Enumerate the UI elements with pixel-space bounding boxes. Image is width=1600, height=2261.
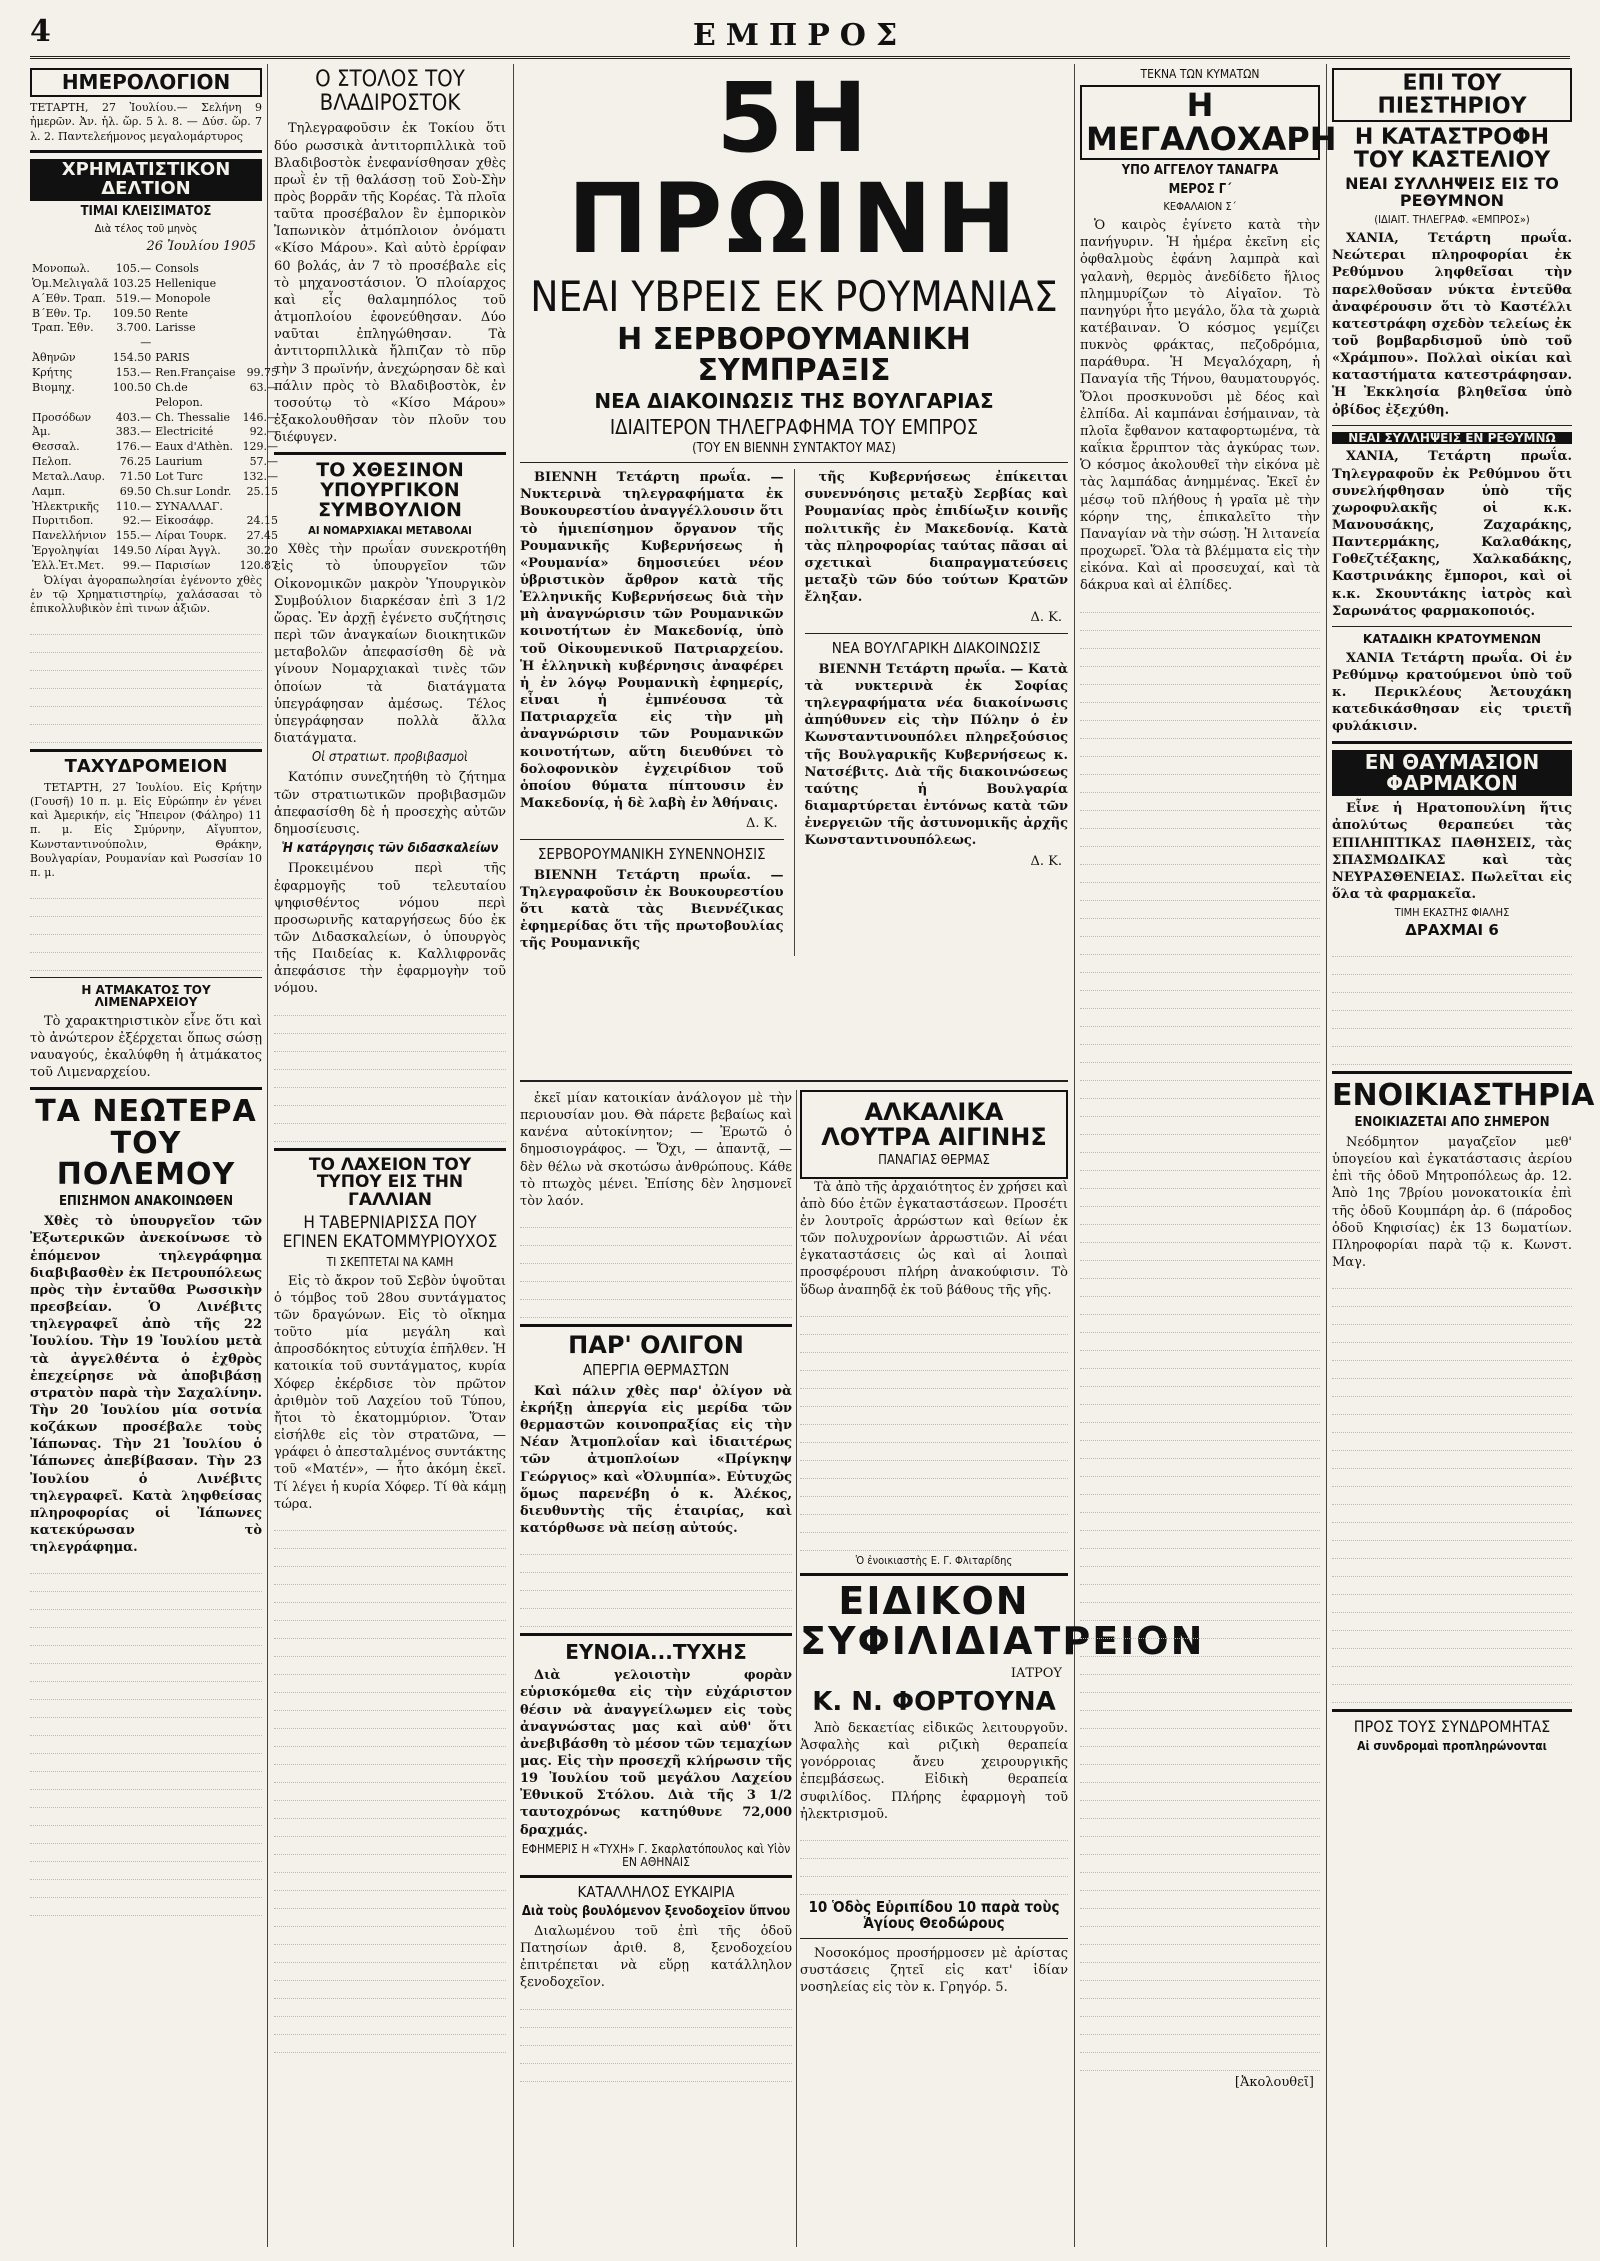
- market-cell: Ch.sur Londr.: [155, 484, 232, 498]
- market-row: [30, 455, 280, 470]
- drug-price: ΔΡΑΧΜΑΙ 6: [1405, 921, 1499, 940]
- novel-chapter: ΚΕΦΑΛΑΙΟΝ Σ΄: [1163, 199, 1237, 213]
- fleet-title: Ο ΣΤΟΛΟΣ ΤΟΥ ΒΛΑΔΙΡΟΣΤΟΚ: [315, 67, 465, 117]
- market-cell: 155.—: [115, 529, 152, 543]
- market-row: [30, 381, 280, 411]
- market-table: [30, 262, 280, 574]
- market-row: [30, 485, 280, 500]
- opportunity-text: Διαλωμένου τοῦ ἐπὶ τῆς ὁδοῦ Πατησίων ἀριθ. 8, ξενοδοχείου ἐπιτρέπεται νὰ εὕρῃ κατάλληλον ξενοδοχεῖον.: [520, 1923, 792, 1991]
- rentals-subtitle: ΕΝΟΙΚΙΑΖΕΤΑΙ ΑΠΟ ΣΗΜΕΡΟΝ: [1354, 1114, 1550, 1130]
- drug-title: ΕΝ ΘΑΥΜΑΣΙΟΝ ΦΑΡΜΑΚΟΝ: [1332, 750, 1572, 796]
- page-number: 4: [30, 14, 51, 49]
- market-cell: Hellenique: [155, 276, 217, 290]
- lead-text-left: ΒΙΕΝΝΗ Τετάρτη πρωΐα. — Νυκτερινὰ τηλεγραφήματα ἐκ Βουκουρεστίου ἀναγγέλλουσιν ὅτι τὸ ἡμιεπίσημον ὄργανον τῆς Ρουμανικῆς Κυβερνήσεως ἡ «Ρουμανία» δημοσιεύει νέον ὑβριστικὸν ἄρθρον κατὰ τῆς Ἑλληνικῆς Κυβερνήσεως διὰ τὴν μὴ ἀναγνώρισιν τῶν Ρουμανικῶν κοινοτήτων ἐν Μακεδονίᾳ, ὑπὸ τοῦ Οἰκουμενικοῦ Πατριαρχείου. Ἡ ἑλληνικὴ κυβέρνησις ἀναφέρει ἡ ἐν λόγῳ Ρουμανικὴ ἐφημερίς, εἶναι ἡ ἐμπνέουσα τὰ Πατριαρχεῖα εἰς τὴν μὴ ἀναγνώρισιν τῶν Ρουμανικῶν κοινοτήτων, αὕτη διευθύνει τὸ δολοφονικὸν ἐγχειρίδιον τοῦ ὁποίου θύματα πίπτουσιν ἐν Μακεδονίᾳ, ἡ δὲ λαβὴ ἐν Ἀθήναις.: [520, 470, 784, 812]
- market-row: [30, 514, 280, 529]
- clinic-subtitle: ΙΑΤΡΟΥ: [1010, 1665, 1062, 1681]
- market-date: 26 Ἰουλίου 1905: [146, 239, 256, 255]
- market-cell: Eaux d'Athèn.: [155, 440, 234, 454]
- market-cell: Ἀμ.: [32, 425, 51, 439]
- column-1: [30, 64, 279, 2247]
- market-row: [30, 544, 280, 559]
- market-cell: 30.20: [246, 544, 279, 558]
- market-cell: 132.—: [242, 469, 279, 483]
- officers-subtitle: Οἱ στρατιωτ. προβιβασμοὶ: [312, 750, 468, 766]
- court-text: ΧΑΝΙΑ, Τετάρτη πρωΐα. Νεώτεραι πληροφορίαι ἐκ Ρεθύμνου ληφθεῖσαι τὴν παρελθοῦσαν νύκτα ἐντεῦθα ἀναφέρουσιν ὅτι τὸ Καστέλλι κατεστράφη σχεδὸν τελείως ἐκ τοῦ βομβαρδισμοῦ ὑπὸ τοῦ «Χράμπου». Πολλαὶ οἰκίαι καὶ καταστήματα κατεστράφησαν. Ἡ Ἐκκλησία βληθεῖσα ὑπὸ ὀβίδος ἐξεχύθη.: [1332, 231, 1572, 418]
- court-headline: Η ΚΑΤΑΣΤΡΟΦΗ ΤΟΥ ΚΑΣΤΕΛΙΟΥ: [1353, 125, 1551, 174]
- market-cell: Λίραι Ἀγγλ.: [155, 544, 221, 558]
- market-cell: 110.—: [115, 499, 152, 513]
- market-cell: 25.15: [246, 484, 279, 498]
- lottery-text: Εἰς τὸ ἄκρον τοῦ Σεβὸν ὑψοῦται ὁ τόμβος τοῦ 28ου συντάγματος τῶν δραγώνων. Εἰς τὸ οἴκημα τοῦτο μία μεγάλη καὶ ἀπροσδόκητος εὐτυχία ἐπῆλθεν. Ἡ κατοικία τοῦ συντάγματος, κυρία Χόφερ ἐκέρδισε τὸν πρῶτον ἀριθμὸν τοῦ Λαχείου τοῦ Τύπου, ἤτοι τὸ ἑκατομμύριον. Ὅταν εἰσήλθε εἰς τὸν στρατῶνα, — γράφει ὁ ἀπεσταλμένος συντάκτης τοῦ «Ματέν», — ἦτο ἀκόμη ἐκεῖ. Τί λέγει ἡ κυρία Χόφερ. Τί θὰ κάμῃ τώρα.: [274, 1273, 506, 1512]
- novel-text: Ὁ καιρὸς ἐγίνετο κατὰ τὴν πανήγυριν. Ἡ ἡμέρα ἐκεῖνη εἰς ὀφθαλμοὺς ἐφάνη λαμπρὰ καὶ γαλανὴ, θερμὸς ἀνεδίδετο ἥλιος πλημμυρίζων τὸ Αἰγαῖον. Τὸ πανηγύρι ἦτο μεγάλο, ὅλα τὰ χωριὰ κατέβαιναν. Ὁ κόσμος γεμίζει πυκνὸς φράκτας, πεζοδρόμια, παράθυρα. Ἡ Μεγαλόχαρη, ἡ Παναγία τῆς Τήνου, θαυματουργός. Ὅλοι προσκυνοῦσι μὲ δέος καὶ ἐλπίδα. Αἱ καμπάναι ἐσήμαιναν, τὰ πλοῖα ἔφθανον καταφορτωμένα, τὰ καΐκια ἔρριπτον τὰς ἀγκύρας των. Ὁ κόσμος ἀκολουθεῖ τὴν εἰκόνα μὲ τὰς λαμπάδας ἀνημμένας. Ἐκεῖ ἐν μέσῳ τοῦ πλήθους ἡ γραῖα μὲ τὴν κόρην της, ἐπικαλεῖτο τὴν Παναγίαν νὰ τὴν σώσῃ. Ἡ λιτανεία προχωρεῖ. Ὅλα τὰ βλέμματα εἰς τὴν εἰκόνα. Καὶ αἱ προσευχαί, καὶ τὰ δάκρυα καὶ αἱ ἐλπίδες.: [1080, 218, 1320, 594]
- opportunity-filler: [520, 1996, 792, 2082]
- market-cell: Lot Turc: [155, 469, 203, 483]
- nurse-text: Νοσοκόμος προσήρμοσεν μὲ ἀρίστας συστάσεις ζητεῖ εἰς κατ' ἰδίαν νοσηλείας εἰς τὸν κ. Γρηγόρ. 5.: [800, 1945, 1068, 1996]
- post-text: ΤΕΤΑΡΤΗ, 27 Ἰουλίου. Εἰς Κρήτην (Γουσῆ) 10 π. μ. Εἰς Εὐρώπην ἐν γένει καὶ Ἀμερικήν, εἰς Ἤπειρον (Φάληρο) 11 π. μ. Εἰς Σμύρνην, Αἴγυπτον, Κωνσταντινούπολιν, Θράκην, Βουλγαρίαν, Ρουμανίαν καὶ Ρωσσίαν 10 π. μ.: [30, 780, 262, 880]
- market-cell: Ren.Française: [155, 365, 236, 379]
- market-cell: Τραπ. Ἐθν.: [32, 321, 94, 335]
- lead-subheadline: Η ΣΕΡΒΟΡΟΥΜΑΝΙΚΗ ΣΥΜΠΡΑΞΙΣ: [617, 321, 971, 389]
- market-cell: 100.50: [112, 380, 152, 394]
- teachers-subtitle: Ἡ κατάργησις τῶν διδασκαλείων: [281, 841, 499, 857]
- market-cell: 519.—: [115, 291, 152, 305]
- novel-continued: [Ἀκολουθεῖ]: [1234, 2074, 1314, 2090]
- market-cell: 63.—: [249, 380, 279, 394]
- market-cell: Πελοπ.: [32, 455, 72, 469]
- market-cell: 103.25: [112, 276, 152, 290]
- market-row: [30, 411, 280, 426]
- market-row: [30, 292, 280, 307]
- court-telegram: (ΙΔΙΑΙΤ. ΤΗΛΕΓΡΑΦ. «ΕΜΠΡΟΣ»): [1374, 212, 1530, 226]
- lottery-title: ΤΟ ΛΑΧΕΙΟΝ ΤΟΥ ΤΥΠΟΥ ΕΙΣ ΤΗΝ ΓΑΛΛΙΑΝ: [308, 1154, 472, 1211]
- column-2: [274, 64, 506, 2247]
- market-row: [30, 470, 280, 485]
- market-cell: Μεταλ.Λαυρ.: [32, 469, 105, 483]
- market-cell: 105.—: [115, 262, 152, 276]
- market-cell: Πανελλήνιον: [32, 529, 107, 543]
- baths-text: Τὰ ἀπὸ τῆς ἀρχαιότητος ἐν χρήσει καὶ ἀπὸ δύο ἐτῶν ἐγκαταστάσεων. Προσέτι ἐν λουτροῖς ἀρρώστων καὶ θείων ἐκ τῶν πολυχρονίων ἀρρωστιῶν. Αἱ νέαι ἐγκαταστάσεις ὡς καὶ αἱ λοιπαὶ προσφέρουσι πλήρη ἀνακούφισιν. Τὸ ὕδωρ ἀναπηδᾷ ἐκ τοῦ βάθους τῆς γῆς.: [800, 1179, 1068, 1298]
- market-cell: Consols: [155, 262, 199, 276]
- continued-text: ἐκεῖ μίαν κατοικίαν ἀνάλογον μὲ τὴν περιουσίαν μου. Θὰ πάρετε βεβαίως καὶ κανένα αὐτοκίνητον; — Ἐρωτῶ ὁ δημοσιογράφος. — Ὄχι, — ἀπαντᾷ, — δὲν θέλω νὰ σκοτώσω ἀνθρώπους. Κάθε τὸ πτωχὸς μένει. Ἐπίσης δὲν λησμονεῖ τὸν λαόν.: [520, 1091, 792, 1209]
- market-cell: 92.—: [122, 514, 152, 528]
- baths-filler: [800, 1303, 1068, 1551]
- masthead-rule: [30, 56, 1570, 59]
- market-title: ΧΡΗΜΑΤΙΣΤΙΚΟΝ ΔΕΛΤΙΟΝ: [30, 159, 262, 201]
- market-cell: 403.—: [115, 410, 152, 424]
- market-cell: Λίραι Τουρκ.: [155, 529, 227, 543]
- column-divider: [1326, 64, 1327, 2247]
- market-cell: Λαμπ.: [32, 484, 66, 498]
- market-cell: Εἰκοσάφρ.: [155, 514, 214, 528]
- fortune-signature: ΕΦΗΜΕΡΙΣ Η «ΤΥΧΗ» Γ. Σκαρλατόπουλος καὶ Υἱὸν ΕΝ ΑΘΗΝΑΙΣ: [521, 1841, 791, 1869]
- clinic-address: 10 Ὁδὸς Εὐριπίδου 10 παρὰ τοὺς Ἁγίους Θεοδώρους: [808, 1897, 1060, 1933]
- column-6: [1080, 64, 1337, 2247]
- market-subtitle: ΤΙΜΑΙ ΚΛΕΙΣΙΜΑΤΟΣ: [80, 203, 212, 219]
- council-text: Χθὲς τὴν πρωΐαν συνεκροτήθη εἰς τὸ ὑπουργεῖον τῶν Οἰκονομικῶν μακρὸν Ὑπουργικὸν Συμβούλιον διαρκέσαν ἐπὶ 3 1/2 ὥρας. Ἐν ἀρχῇ ἐγένετο συζήτησις περὶ τῶν ἀναγκαίων διοικητικῶν μεταβολῶν ἀπεφασίσθη δὲ νὰ γίνουν Νομαρχιακαὶ τινὲς τῶν ὁποίων τὰ διατάγματα ὑπεγράφησαν ἀμέσως. Τέλος ὑπεγράφησαν πολλὰ ἄλλα διατάγματα.: [274, 542, 506, 746]
- market-cell: 71.50: [119, 469, 152, 483]
- column-7: [1332, 64, 1595, 2247]
- novel-filler: [1080, 599, 1320, 2071]
- market-cell: Electricité: [155, 425, 214, 439]
- strike-title: ΠΑΡ' ΟΛΙΓΟΝ: [568, 1331, 744, 1360]
- clinic-doctor: Κ. Ν. ΦΟΡΤΟΥΝΑ: [812, 1686, 1056, 1717]
- market-cell: 57.—: [249, 455, 279, 469]
- correspondent-label: (ΤΟΥ ΕΝ ΒΙΕΝΝΗ ΣΥΝΤΑΚΤΟΥ ΜΑΣ): [692, 440, 896, 456]
- market-cell: Θεσσαλ.: [32, 440, 80, 454]
- novel-author: ΥΠΟ ΑΓΓΕΛΟΥ ΤΑΝΑΓΡΑ: [1121, 163, 1279, 179]
- war-text: Χθὲς τὸ ὑπουργεῖον τῶν Ἐξωτερικῶν ἀνεκοίνωσε τὸ ἑπόμενον τηλεγράφημα διαβιβασθὲν ἐκ Πετρουπόλεως πρὸς τὴν ἐνταῦθα Ρωσσικὴν πρεσβείαν. Ὁ Λινέβιτς τηλεγραφεῖ ἀπὸ τῆς 22 Ἰουλίου. Τὴν 19 Ἰουλίου μετὰ τὰ ἀγγελθέντα ὁ ἐχθρὸς ἐπεχείρησε νὰ ἀποβιβάσῃ στρατὸν παρὰ τὴν Σαχαλίνην. Τὴν 20 Ἰουλίου μία σοτνία κοζάκων προσέβαλε τοὺς Ἰάπωνας. Τὴν 21 Ἰουλίου ὁ Ἰάπωνες ἀπεβίβασαν. Τὴν 23 Ἰουλίου ὁ Λινέβιτς τηλεγραφεῖ. Κατὰ ληφθείσας πληροφορίας οἱ Ἰάπωνες κατεκύρωσαν τὸ τηλεγράφημα.: [30, 1214, 262, 1556]
- novel-part: ΜΕΡΟΣ Γ΄: [1168, 181, 1232, 197]
- lead-subheadline-2: ΝΕΑ ΔΙΑΚΟΙΝΩΣΙΣ ΤΗΣ ΒΟΥΛΓΑΡΙΑΣ: [594, 388, 994, 413]
- bulgarian-text: ΒΙΕΝΝΗ Τετάρτη πρωΐα. — Κατὰ τὰ νυκτερινὰ ἐκ Σοφίας τηλεγραφήματα νέα διακοίνωσις ἀπηύθυνεν εἰς τὴν Πύλην ὁ ἐν Κωνσταντινουπόλει πληρεξούσιος τῆς Βουλγαρικῆς Κυβερνήσεως κ. Νατσέβιτς. Διὰ τῆς διακοινώσεως ταύτης ἡ Βουλγαρία διαμαρτύρεται ἐντόνως κατὰ τῶν ἐνεργειῶν τῆς ἀστυνομικῆς ἀρχῆς Κωνσταντινουπόλεως.: [804, 661, 1068, 849]
- war-filler: [30, 1560, 262, 1916]
- market-filler: [30, 621, 262, 743]
- market-cell: Rente: [155, 306, 189, 320]
- market-row: [30, 529, 280, 544]
- teachers-text: Προκειμένου περὶ τῆς ἐφαρμογῆς τοῦ τελευταίου ψηφισθέντος νόμου περὶ προσωρινῆς καταργήσεως δύο ἐκ τῶν Διδασκαλείων, ὁ ὑπουργὸς τῆς Παιδείας κ. Καλλιφρονᾶς ἀπεφάσισε τὴν ἐφαρμογὴν τοῦ νόμου.: [274, 861, 506, 997]
- market-cell: Ch.de Pelopon.: [155, 380, 204, 409]
- lottery-filler: [274, 1517, 506, 2053]
- teachers-filler: [274, 1002, 506, 1142]
- market-cell: Ἠλεκτρικῆς: [32, 499, 100, 513]
- market-cell: 176.—: [115, 440, 152, 454]
- detention-text: ΧΑΝΙΑ Τετάρτη πρωΐα. Οἱ ἐν Ρεθύμνῳ κρατούμενοι ὑπὸ τοῦ κ. Περικλέους Ἀετουχάκη κατεδικάσθησαν εἰς τριετῆ φυλάκισιν.: [1332, 650, 1572, 735]
- strike-subtitle: ΑΠΕΡΓΙΑ ΘΕΡΜΑΣΤΩΝ: [582, 1361, 730, 1380]
- baths-title: ΑΛΚΑΛΙΚΑ ΛΟΥΤΡΑ ΑΙΓΙΝΗΣ: [821, 1098, 1047, 1152]
- market-cell: Laurium: [155, 455, 203, 469]
- drug-price-label: ΤΙΜΗ ΕΚΑΣΤΗΣ ΦΙΑΛΗΣ: [1394, 906, 1510, 920]
- market-cell: Α΄Εθν. Τραπ.: [32, 291, 106, 305]
- column-3-lead: [520, 64, 1068, 1074]
- council-title: ΤΟ ΧΘΕΣΙΝΟΝ ΥΠΟΥΡΓΙΚΟΝ ΣΥΜΒΟΥΛΙΟΝ: [316, 459, 464, 522]
- market-cell: 129.—: [242, 440, 279, 454]
- war-subtitle: ΕΠΙΣΗΜΟΝ ΑΝΑΚΟΙΝΩΘΕΝ: [58, 1193, 234, 1209]
- arrests-text: ΧΑΝΙΑ, Τετάρτη πρωΐα. Τηλεγραφοῦν ἐκ Ρεθύμνου ὅτι συνελήφθησαν ὑπὸ τῆς χωροφυλακῆς οἱ κ.κ. Μανουσάκης, Ζαχαράκης, Παντερμάκης, Καλαθάκης, Γοθεζτέξακης, Χαλκαδάκης, Καστρινάκης ἔμποροι, καὶ οἱ κ.κ. Σκουντάκης ἰατρὸς καὶ Σαρωνάτος φαρμακοποιός.: [1332, 449, 1572, 619]
- market-cell: 154.50: [112, 351, 152, 365]
- market-cell: Ἐργοληψίαι: [32, 544, 100, 558]
- market-cell: Ἀθηνῶν: [32, 351, 76, 365]
- edition-headline: 5Η ΠΡΩΙΝΗ: [567, 62, 1021, 275]
- almanac-title: ΗΜΕΡΟΛΟΓΙΟΝ: [30, 68, 262, 97]
- market-row: [30, 440, 280, 455]
- rentals-text: Νεόδμητον μαγαζεῖον μεθ' ὑπογείου καὶ ἐγκατάστασις ἀερίου ἐπὶ τῆς ὁδοῦ Μητροπόλεως ἀρ. 12. Ἀπὸ 1ης 7βρίου μονοκατοικία ἐπὶ τῆς ὁδοῦ Κουμπάρη ἀρ. 6 (πάροδος ὁδοῦ Κηφισίας) ἐκ 13 δωματίων. Πληροφορίαι παρὰ τῷ κ. Κωνστ. Μαγ.: [1332, 1134, 1572, 1270]
- novel-label: ΤΕΚΝΑ ΤΩΝ ΚΥΜΑΤΩΝ: [1140, 67, 1260, 81]
- subscribers-title: ΠΡΟΣ ΤΟΥΣ ΣΥΝΔΡΟΜΗΤΑΣ: [1353, 1717, 1551, 1737]
- court-title: ΕΠΙ ΤΟΥ ΠΙΕΣΤΗΡΙΟΥ: [1332, 68, 1572, 122]
- market-row: [30, 307, 280, 322]
- market-cell: Βιομηχ.: [32, 380, 75, 394]
- market-row: [30, 559, 280, 574]
- bulgarian-signature: Δ. Κ.: [1030, 853, 1062, 869]
- market-cell: 99.75: [246, 365, 279, 379]
- serbian-title: ΣΕΡΒΟΡΟΥΜΑΝΙΚΗ ΣΥΝΕΝΝΟΗΣΙΣ: [537, 845, 766, 864]
- column-4: [520, 1090, 792, 2247]
- war-title: ΤΑ ΝΕΩΤΕΡΑ ΤΟΥ ΠΟΛΕΜΟΥ: [35, 1094, 257, 1193]
- market-cell: Παρισίων: [155, 558, 211, 572]
- market-row: [30, 262, 280, 277]
- fleet-text: Τηλεγραφοῦσιν ἐκ Τοκίου ὅτι δύο ρωσσικὰ ἀντιτορπιλλικὰ τοῦ Βλαδιβοστὸκ ἐνεφανίσθησαν χθὲς πρωῒ ἐν τῇ θαλάσσῃ τοῦ Σοὺ-Σὴν πρὸς βορρᾶν τῆς Κορέας. Τὰ πλοῖα ταῦτα προσέβαλον ἓν ἐμπορικὸν Ἰαπωνικὸν ἀτμόπλοιον ὀνόματι «Κίσο Μάρου». Καὶ αὐτὸ ἐρρίφαν 60 βολάς, ἀν 7 τὸ προσέβαλε εἰς τὸ μηχανοστάσιον. Ὁ πλοίαρχος καὶ εἷς θαλαμηπόλος τοῦ ἀτμοπλοίου ἐφονεύθησαν. Δύο ναῦται ἐπληγώθησαν. Τὰ ἀντιτορπιλλικὰ ἤλπιζαν τὸ πῦρ τὴν 3 πρωϊνήν, ἀνεχώρησαν δὲ καὶ πάλιν πρὸς τὸ Βλαδιβοστὸκ, ἐν τοσούτῳ τὸ «Κίσο Μάρου» ἐξακολουθῆσαν τὸν πλοῦν του διέφυγεν.: [274, 121, 506, 446]
- novel-title: Η ΜΕΓΑΛΟΧΑΡΗ: [1080, 85, 1320, 160]
- market-row: [30, 321, 280, 351]
- market-cell: Ἑλλ.Ἐτ.Μετ.: [32, 558, 105, 572]
- market-cell: 99.—: [122, 558, 152, 572]
- lead-signature-left: Δ. Κ.: [746, 816, 778, 832]
- port-text: Τὸ χαρακτηριστικὸν εἶνε ὅτι καὶ τὸ ἀνώτερον ἐξέρχεται ὅπως σώσῃ ναυαγούς, ἐκαλύφθη ἡ ἀτμάκατος τοῦ Λιμεναρχείου.: [30, 1013, 262, 1081]
- serbian-text: ΒΙΕΝΝΗ Τετάρτη πρωΐα. — Τηλεγραφοῦσιν ἐκ Βουκουρεστίου ὅτι κατὰ τὰς Βιεννέζικας ἐφημερίδας ὅτι τῆς πρωτοβουλίας τῆς Ρουμανικῆς: [520, 867, 784, 952]
- column-divider: [1074, 64, 1075, 2247]
- port-title: Η ΑΤΜΑΚΑΤΟΣ ΤΟΥ ΛΙΜΕΝΑΡΧΕΙΟΥ: [81, 982, 211, 1010]
- arrests-title: ΝΕΑΙ ΣΥΛΛΗΨΕΙΣ ΕΝ ΡΕΘΥΜΝΩ: [1332, 432, 1572, 445]
- clinic-text: Ἀπὸ δεκαετίας εἰδικῶς λειτουργοῦν. Ἀσφαλὴς καὶ ριζικὴ θεραπεία γονόρροιας ἄνευ χειρουργικῆς ἐπεμβάσεως. Εἰδικὴ θεραπεία συφιλίδος. Πλήρης ἐφαρμογὴ τοῦ ἠλεκτρισμοῦ.: [800, 1720, 1068, 1822]
- market-cell: Ὁμ.Μελιγαλᾶ: [32, 276, 109, 290]
- newspaper-title: ΕΜΠΡΟΣ: [692, 18, 908, 53]
- fortune-title: ΕΥΝΟΙΑ...ΤΥΧΗΣ: [565, 1640, 747, 1665]
- market-cell: 76.25: [119, 455, 152, 469]
- market-row: [30, 500, 280, 515]
- lead-text-right: τῆς Κυβερνήσεως ἐπίκειται συνεννόησις μεταξὺ Σερβίας καὶ Ρουμανίας πρὸς ἐπιδίωξιν κοινῆς πολιτικῆς ἐν Μακεδονίᾳ. Κατὰ τὰς πληροφορίας ταύτας πᾶσαι αἱ σχετικαὶ διαπραγματεύσεις μεταξὺ τῶν δύο τούτων Κρατῶν ἔληξαν.: [804, 470, 1068, 606]
- detention-title: ΚΑΤΑΔΙΚΗ ΚΡΑΤΟΥΜΕΝΩΝ: [1362, 631, 1542, 646]
- market-cell: Ch. Thessalie: [155, 410, 231, 424]
- column-divider: [513, 64, 514, 2247]
- post-title: ΤΑΧΥΔΡΟΜΕΙΟΝ: [64, 755, 228, 777]
- strike-filler: [520, 1541, 792, 1627]
- market-row: [30, 277, 280, 292]
- market-cell: 109.50: [112, 306, 152, 320]
- baths-ad: [800, 1090, 1068, 1179]
- market-row: [30, 351, 280, 366]
- court-subheadline: ΝΕΑΙ ΣΥΛΛΗΨΕΙΣ ΕΙΣ ΤΟ ΡΕΘΥΜΝΟΝ: [1345, 174, 1559, 211]
- section-divider: [520, 1080, 1068, 1082]
- market-cell: Κρήτης: [32, 365, 73, 379]
- lead-headline: ΝΕΑΙ ΥΒΡΕΙΣ ΕΚ ΡΟΥΜΑΝΙΑΣ: [530, 271, 1058, 321]
- market-cell: Προσόδων: [32, 410, 92, 424]
- market-cell: 146.—: [242, 410, 279, 424]
- market-cell: Πυριτιδοπ.: [32, 514, 94, 528]
- market-cell: 92.—: [249, 425, 279, 439]
- subscribers-text: Αἱ συνδρομαὶ προπληρώνονται: [1357, 1738, 1547, 1753]
- council-subtitle: ΑΙ ΝΟΜΑΡΧΙΑΚΑΙ ΜΕΤΑΒΟΛΑΙ: [308, 524, 472, 538]
- market-cell: Β΄Εθν. Τρ.: [32, 306, 92, 320]
- rentals-title: ΕΝΟΙΚΙΑΣΤΗΡΙΑ: [1332, 1078, 1595, 1114]
- market-cell: 149.50: [112, 544, 152, 558]
- market-cell: Monopole: [155, 291, 211, 305]
- market-cell: PARIS: [155, 351, 190, 365]
- market-cell: 383.—: [115, 425, 152, 439]
- officers-text: Κατόπιν συνεζητήθη τὸ ζήτημα τῶν στρατιωτικῶν προβιβασμῶν ἀπεφασίσθη δὲ ἡ προσεχὴς αὐτῶν δημοσίευσις.: [274, 770, 506, 837]
- market-cell: 27.45: [246, 529, 279, 543]
- continued-filler: [520, 1214, 792, 1318]
- column-divider: [796, 1090, 797, 2247]
- almanac-text: ΤΕΤΑΡΤΗ, 27 Ἰουλίου.— Σελήνη 9 ἡμερῶν. Ἀν. ἡλ. ὥρ. 5 λ. 8. — Δύσ. ὥρ. 7 λ. 2. Παντελεήμονος μεγαλομάρτυρος: [30, 101, 262, 143]
- lead-body: [520, 469, 1068, 956]
- clinic-filler: [800, 1827, 1068, 1895]
- market-row: [30, 366, 280, 381]
- market-row: [30, 425, 280, 440]
- bulgarian-title: ΝΕΑ ΒΟΥΛΓΑΡΙΚΗ ΔΙΑΚΟΙΝΩΣΙΣ: [831, 639, 1041, 658]
- market-cell: Μονοπωλ.: [32, 262, 90, 276]
- fortune-text: Διὰ γελοιοτὴν φορὰν εὑρισκόμεθα εἰς τὴν εὐχάριστον θέσιν νὰ ἀναγγείλωμεν εἰς τοὺς ἀναγνώστας μας καὶ αὐθ' ὅτι ἀνεβιβάσθη τὸ μέσον τῶν τεμαχίων μας. Εἰς τὴν προσεχῆ κλήρωσιν τῆς 19 Ἰουλίου τοῦ μεγάλου Λαχείου Ἐθνικοῦ Στόλου. Διὰ τῆς 3 1/2 ταυτοχρόνως κατηύθυνε 72,000 δραχμάς.: [520, 1668, 792, 1838]
- market-cell: 3.700.—: [116, 321, 152, 350]
- market-cell: 153.—: [115, 365, 152, 379]
- market-cell: 69.50: [119, 484, 152, 498]
- market-cell: 24.15: [246, 514, 279, 528]
- baths-signature: Ὁ ἐνοικιαστὴς Ε. Γ. Φλιταρίδης: [855, 1553, 1013, 1567]
- market-text: Ὀλίγαι ἀγοραπωλησίαι ἐγένοντο χθὲς ἐν τῷ Χρηματιστηρίῳ, χαλάσασαι τὸ ἐπικολλυβικὸν ἐπὶ τινων ἀξιῶν.: [30, 573, 262, 616]
- masthead: [30, 14, 1570, 54]
- rentals-filler: [1332, 1275, 1572, 1703]
- telegram-label: ΙΔΙΑΙΤΕΡΟΝ ΤΗΛΕΓΡΑΦΗΜΑ ΤΟΥ ΕΜΠΡΟΣ: [609, 414, 979, 439]
- clinic-title: ΕΙΔΙΚΟΝ ΣΥΦΙΛΙΔΙΑΤΡΕΙΟΝ: [800, 1578, 1205, 1663]
- opportunity-title: ΚΑΤΑΛΛΗΛΟΣ ΕΥΚΑΙΡΙΑ: [577, 1883, 735, 1902]
- post-filler: [30, 885, 262, 971]
- lottery-subtitle-2: ΤΙ ΣΚΕΠΤΕΤΑΙ ΝΑ ΚΑΜΗ: [326, 1254, 454, 1269]
- opportunity-subtitle: Διὰ τοὺς βουλόμενον ξενοδοχεῖον ὕπνου: [521, 1903, 791, 1919]
- drug-filler: [1332, 943, 1572, 1065]
- market-cell: Larisse: [155, 321, 196, 335]
- strike-text: Καὶ πάλιν χθὲς παρ' ὀλίγον νὰ ἐκρήξῃ ἀπεργία εἰς μερίδα τῶν θερμαστῶν κοινοπραξίας εἰς τὴν Νέαν Ἀτμοπλοΐαν καὶ ἰδιαιτέρως τῶν ἀτμοπλοίων «Πρίγκηψ Γεώργιος» καὶ «Ὀλυμπία». Εὐτυχῶς ὅμως παρενέβη ὁ κ. Ἀλέκος, διευθυντὴς τῆς ἑταιρίας, καὶ κατόρθωσε νὰ πείσῃ αὐτούς.: [520, 1383, 792, 1537]
- market-subtitle-2: Διὰ τέλος τοῦ μηνὸς: [94, 221, 198, 235]
- market-cell: 120.87: [239, 558, 279, 572]
- baths-subtitle: ΠΑΝΑΓΙΑΣ ΘΕΡΜΑΣ: [878, 1153, 990, 1169]
- column-5: [800, 1090, 1205, 2247]
- market-cell: ΣΥΝΑΛΛΑΓ.: [155, 499, 223, 513]
- lottery-subtitle: Η ΤΑΒΕΡΝΙΑΡΙΣΣΑ ΠΟΥ ΕΓΙΝΕΝ ΕΚΑΤΟΜΜΥΡΙΟΥΧΟΣ: [282, 1213, 498, 1252]
- lead-signature-right: Δ. Κ.: [1030, 610, 1062, 626]
- drug-text: Εἶνε ἡ Ηρατοπουλίνη ἥτις ἀπολύτως θεραπεύει τὰς ΕΠΙΛΗΠΤΙΚΑΣ ΠΑΘΗΣΕΙΣ, τὰς ΣΠΑΣΜΩΔΙΚΑΣ καὶ τὰς ΝΕΥΡΑΣΘΕΝΕΙΑΣ. Πωλεῖται εἰς ὅλα τὰ φαρμακεῖα.: [1332, 801, 1572, 903]
